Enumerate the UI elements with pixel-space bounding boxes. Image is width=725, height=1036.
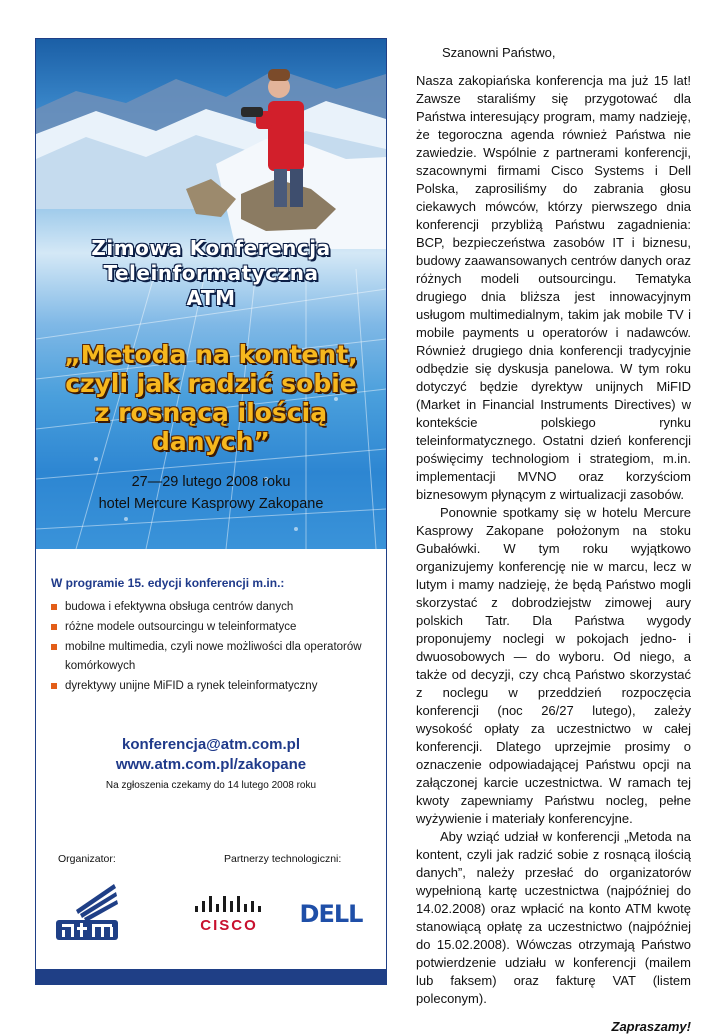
conference-dates: 27—29 lutego 2008 roku	[131, 474, 291, 490]
conference-tagline-line: danych”	[152, 427, 270, 456]
organizer-label: Organizator:	[58, 853, 116, 865]
program-item-text: budowa i efektywna obsługa centrów danych	[65, 601, 294, 613]
conference-tagline-line: „Metoda na kontent,	[64, 340, 358, 369]
conference-tagline-line: z rosnącą ilością	[94, 398, 328, 427]
atm-logo-icon	[54, 882, 124, 942]
program-item	[51, 677, 376, 696]
dell-logo-icon	[291, 898, 371, 928]
bullet-square-icon	[51, 644, 57, 650]
conference-tagline-line: czyli jak radzić sobie	[65, 369, 357, 398]
flyer-bottom-bar	[36, 969, 386, 984]
letter-paragraph: Nasza zakopiańska konferencja ma już 15 lat! Zawsze staraliśmy się przygotować dla Państwa interesujący program, mamy nadzieję, że tegoroczna agenda również Państwa nie zawiedzie. Wspólnie z partnerami konferencji, szacownymi firmami Cisco Systems i Dell Polska, zaprosiliśmy do zabrania głosu ciekawych mówców, którzy pierwszego dnia konferencji przybliżą Państwu zagadnienia: BCP, bezpieczeństwa zasobów IT i biznesu, budowy zaawansowanych centrów danych oraz różnych modeli outsourcingu. Tematyka drugiego dnia bliższa jest innowacyjnym usługom multimedialnym, takim jak mobile TV i mobile payments u operatorów i nadawców. Również drugiego dnia konferencji tradycyjnie odbędzie się dyskusja panelowa. W tym roku dotyczyć będzie dyrektyw unijnych MiFID (Market in Financial Instruments Directives) w kontekście polskiego rynku teleinformatycznego. Ostatni dzień konferencji poświęcimy technologiom i strategiom, m.in. implementacji MVNO oraz korzyściom biznesowym płynącym z wirtualizacji zasobów.	[416, 73, 691, 502]
contact-website-link[interactable]: www.atm.com.pl/zakopane	[115, 756, 307, 773]
bullet-square-icon	[51, 624, 57, 630]
invitation-letter	[416, 44, 691, 1036]
letter-paragraph: Ponownie spotkamy się w hotelu Mercure Kasprowy Zakopane położonym na stoku Gubałówki. W tym roku wyjątkowo organizujemy konferencję nie w marcu, lecz w lutym i mamy nadzieję, że będą Państwo mogli skorzystać z dobrodziejstw zimowej aury polskich Tatr. Dla Państwa wygody proponujemy noclegi w pokojach jedno- i dwuosobowych — do wyboru. Od niego, a także od decyzji, czy chcą Państwo skorzystać z noclegu w przeddzień rozpoczęcia konferencji (noc 26/27 lutego), zależy wysokość opłaty za uczestnictwo w całej konferencji. Dlatego uprzejmie prosimy o oznaczenie odpowiadającej Państwu opcji na załączonej karcie uczestnictwa. W ramach tej kwoty zapewniamy Państwu nocleg, pełne wyżywienie i materiały konferencyjne.	[416, 505, 691, 826]
climber-jacket	[268, 101, 304, 171]
program-item-text: dyrektywy unijne MiFID a rynek teleinformatyczny	[65, 680, 318, 692]
conference-title-line: Teleinformatyczna	[103, 261, 319, 285]
svg-text:CISCO: CISCO	[200, 917, 258, 934]
program-item	[51, 598, 376, 617]
program-heading: W programie 15. edycji konferencji m.in.:	[51, 576, 285, 590]
hero-photo	[36, 39, 386, 549]
svg-text:DELL: DELL	[299, 900, 363, 928]
conference-title-line: Zimowa Konferencja	[91, 236, 331, 260]
registration-deadline: Na zgłoszenia czekamy do 14 lutego 2008 roku	[105, 780, 317, 791]
conference-flyer	[35, 38, 387, 985]
program-item-text: różne modele outsourcingu w teleinformatyce	[65, 621, 297, 633]
program-list	[51, 598, 376, 696]
program-item-text: mobilne multimedia, czyli nowe możliwości dla operatorów komórkowych	[65, 641, 362, 672]
conference-title-line: ATM	[186, 286, 236, 310]
letter-paragraph: Aby wziąć udział w konferencji „Metoda na kontent, czyli jak radzić sobie z rosnącą ilością danych”, należy przesłać do organizatorów wypełnioną kartę uczestnictwa (najpóźniej do 14.02.2008) oraz wpłacić na konto ATM kwotę stanowiącą opłatę za uczestnictwo (najpóźniej do 15.02.2008). Wówczas otrzymają Państwo potwierdzenie udziału w konferencji (mailem lub faksem) oraz fakturę VAT (listem poleconym).	[416, 829, 691, 1006]
partners-label: Partnerzy technologiczni:	[224, 853, 342, 865]
bullet-square-icon	[51, 683, 57, 689]
contact-email-link[interactable]: konferencja@atm.com.pl	[121, 736, 300, 753]
letter-closing: Zapraszamy!	[611, 1019, 691, 1034]
program-item	[51, 638, 376, 676]
program-item	[51, 618, 376, 637]
cisco-logo-icon	[191, 892, 271, 934]
letter-salutation: Szanowni Państwo,	[442, 45, 556, 60]
conference-venue: hotel Mercure Kasprowy Zakopane	[98, 496, 324, 512]
bullet-square-icon	[51, 604, 57, 610]
